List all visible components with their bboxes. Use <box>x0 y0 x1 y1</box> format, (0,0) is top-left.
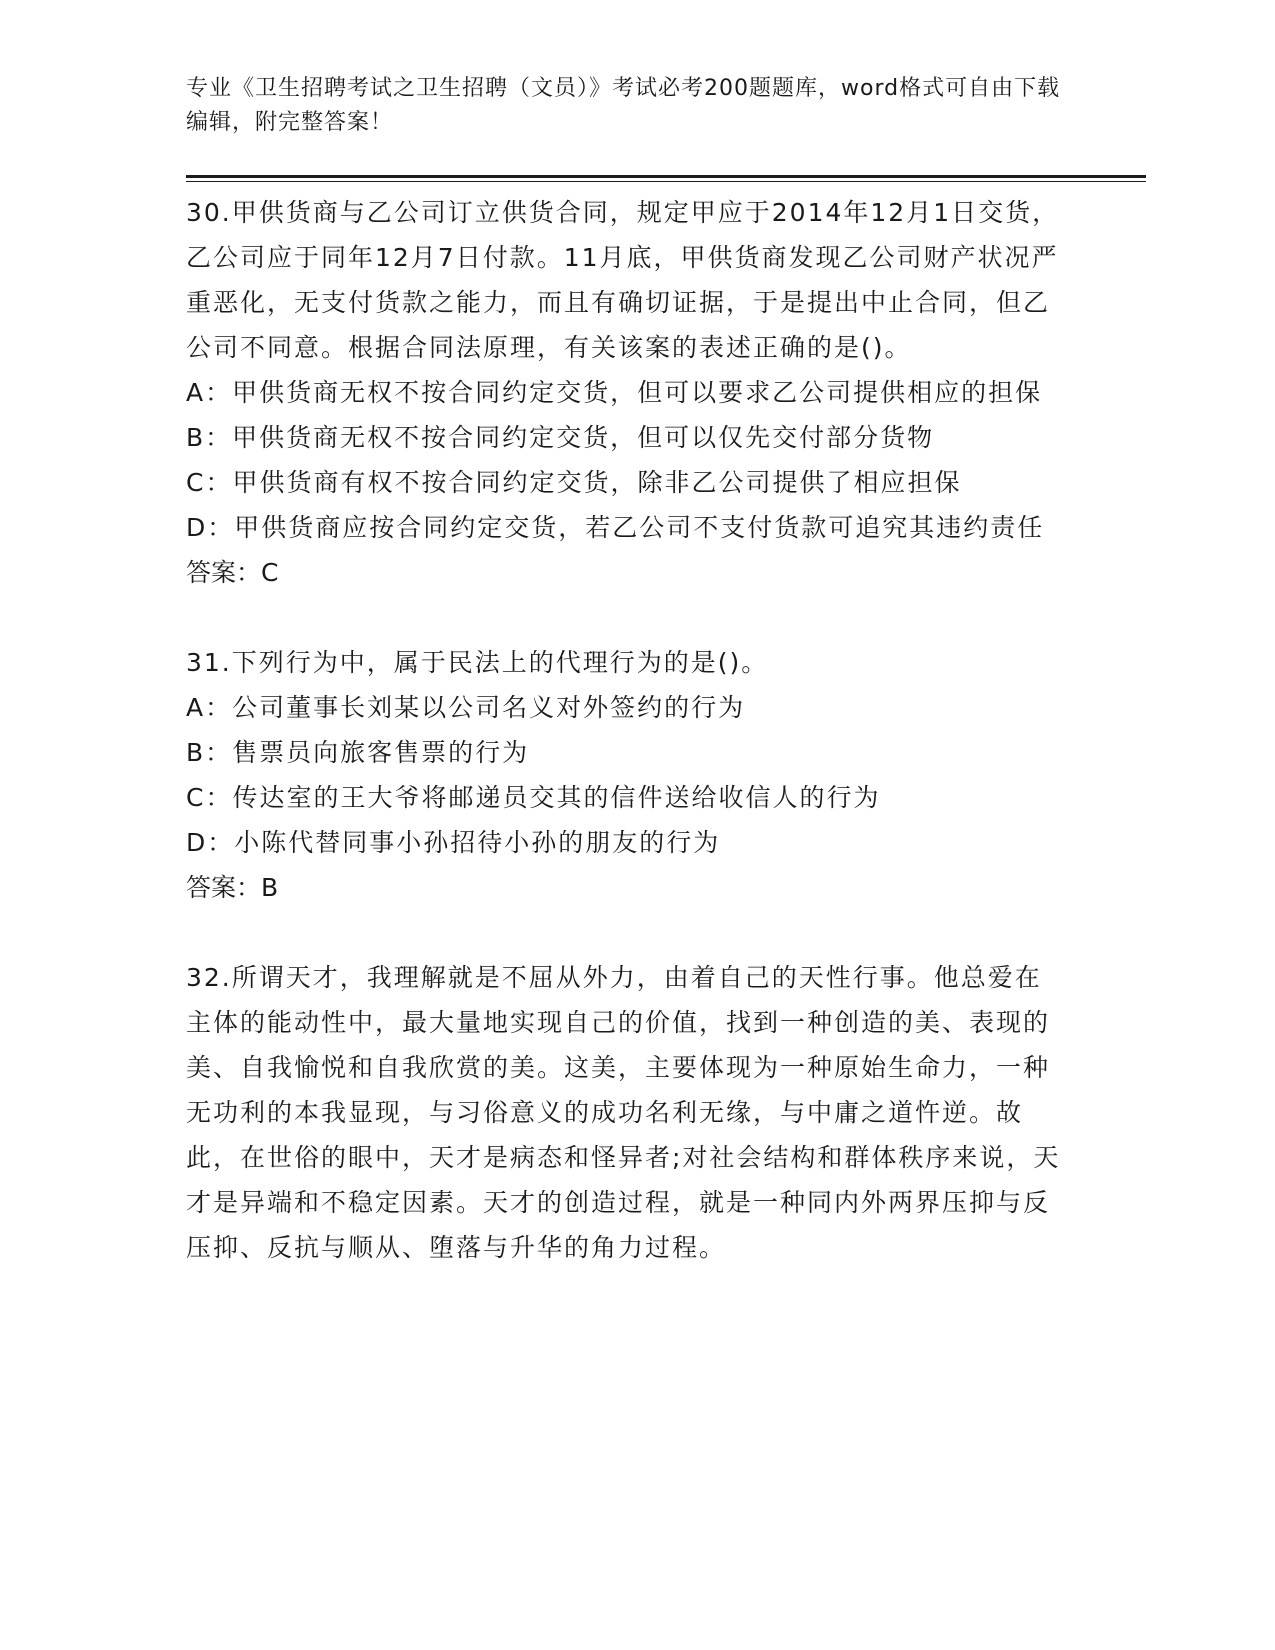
option-c: C：传达室的王大爷将邮递员交其的信件送给收信人的行为 <box>186 783 881 812</box>
question-stem: 30.甲供货商与乙公司订立供货合同，规定甲应于2014年12月1日交货，乙公司应于同年12月7日付款。11月底，甲供货商发现乙公司财产状况严重恶化，无支付货款之能力，而且有确切证据，于是提出中止合同，但乙公司不同意。根据合同法原理，有关该案的表述正确的是()。 <box>186 198 1060 362</box>
header-divider-thick <box>186 175 1146 178</box>
question-31 <box>186 640 1066 910</box>
answer-label: 答案：C <box>186 558 279 587</box>
option-b: B：甲供货商无权不按合同约定交货，但可以仅先交付部分货物 <box>186 423 935 452</box>
question-32 <box>186 955 1066 1270</box>
question-30 <box>186 190 1066 595</box>
option-a: A：公司董事长刘某以公司名义对外签约的行为 <box>186 693 746 722</box>
option-a: A：甲供货商无权不按合同约定交货，但可以要求乙公司提供相应的担保 <box>186 378 1043 407</box>
question-stem: 32.所谓天才，我理解就是不屈从外力，由着自己的天性行事。他总爱在主体的能动性中，最大量地实现自己的价值，找到一种创造的美、表现的美、自我愉悦和自我欣赏的美。这美，主要体现为一种原始生命力，一种无功利的本我显现，与习俗意义的成功名利无缘，与中庸之道忤逆。故此，在世俗的眼中，天才是病态和怪异者;对社会结构和群体秩序来说，天才是异端和不稳定因素。天才的创造过程，就是一种同内外两界压抑与反压抑、反抗与顺从、堕落与升华的角力过程。 <box>186 963 1061 1262</box>
option-d: D：甲供货商应按合同约定交货，若乙公司不支付货款可追究其违约责任 <box>186 513 1045 542</box>
answer-label: 答案：B <box>186 873 279 902</box>
option-c: C：甲供货商有权不按合同约定交货，除非乙公司提供了相应担保 <box>186 468 962 497</box>
document-header: 专业《卫生招聘考试之卫生招聘（文员）》考试必考200题题库，word格式可自由下载编辑，附完整答案！ <box>186 76 1061 135</box>
question-stem: 31.下列行为中，属于民法上的代理行为的是()。 <box>186 648 769 677</box>
header-divider-thin <box>186 181 1146 182</box>
option-d: D：小陈代替同事小孙招待小孙的朋友的行为 <box>186 828 721 857</box>
question-list <box>186 190 1066 1270</box>
option-b: B：售票员向旅客售票的行为 <box>186 738 530 767</box>
